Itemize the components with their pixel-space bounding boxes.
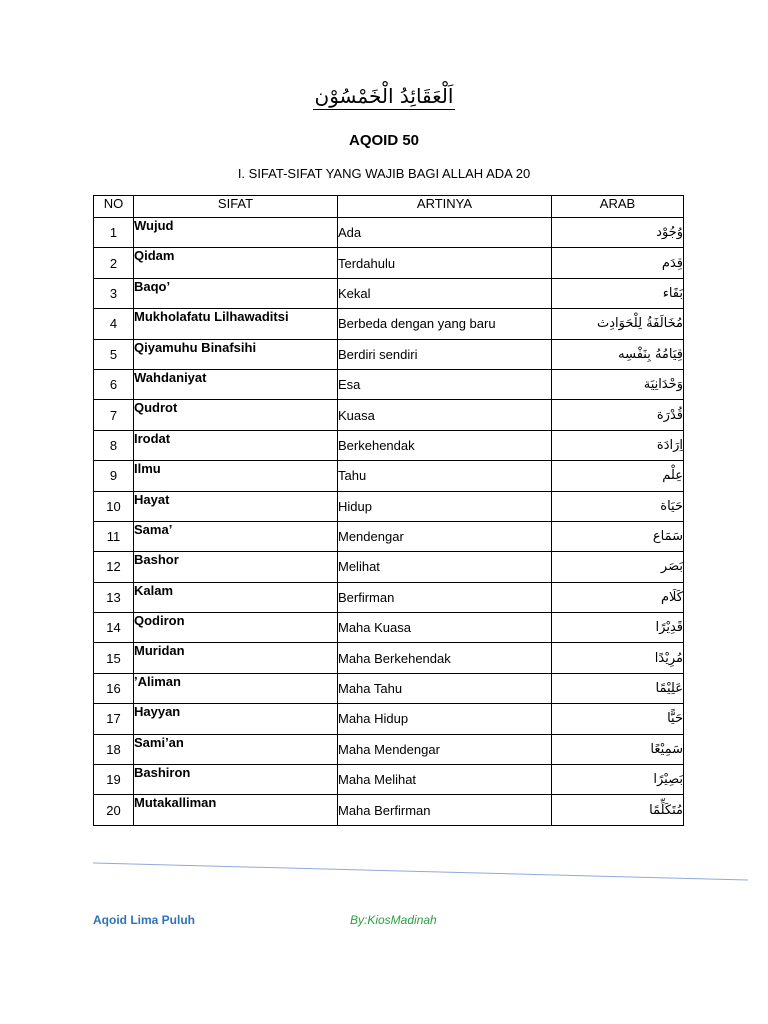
sifat-arabic: عِلْم <box>552 461 684 491</box>
header-sifat: SIFAT <box>134 196 338 218</box>
sifat-arabic: قَدِيْرًا <box>552 613 684 643</box>
sifat-meaning: Terdahulu <box>338 248 552 278</box>
table-row <box>94 765 684 795</box>
table-row <box>94 400 684 430</box>
table-row <box>94 309 684 339</box>
sifat-meaning: Esa <box>338 369 552 399</box>
row-number: 6 <box>94 369 134 399</box>
sifat-name: Mukholafatu Lilhawaditsi <box>134 309 338 339</box>
sifat-meaning: Melihat <box>338 552 552 582</box>
sifat-arabic: بَصَر <box>552 552 684 582</box>
footer-doc-title: Aqoid Lima Puluh <box>93 913 195 927</box>
sifat-arabic: مُرِيْدًا <box>552 643 684 673</box>
table-row <box>94 795 684 825</box>
table-row <box>94 613 684 643</box>
sifat-name: ’Aliman <box>134 673 338 703</box>
footer-author: By:KiosMadinah <box>350 913 437 927</box>
sifat-name: Bashiron <box>134 765 338 795</box>
footer-divider <box>93 862 748 882</box>
table-row <box>94 248 684 278</box>
sifat-arabic: مُخَالَفَةُ لِلْحَوَادِث <box>552 309 684 339</box>
sifat-meaning: Maha Melihat <box>338 765 552 795</box>
row-number: 2 <box>94 248 134 278</box>
row-number: 3 <box>94 278 134 308</box>
table-row <box>94 673 684 703</box>
table-row <box>94 430 684 460</box>
sifat-name: Muridan <box>134 643 338 673</box>
header-arab: ARAB <box>552 196 684 218</box>
table-row <box>94 491 684 521</box>
row-number: 16 <box>94 673 134 703</box>
sifat-meaning: Kekal <box>338 278 552 308</box>
sifat-name: Qodiron <box>134 613 338 643</box>
table-row <box>94 521 684 551</box>
sifat-meaning: Maha Berkehendak <box>338 643 552 673</box>
sifat-meaning: Kuasa <box>338 400 552 430</box>
sifat-arabic: حَيًّا <box>552 704 684 734</box>
table-row <box>94 278 684 308</box>
row-number: 20 <box>94 795 134 825</box>
row-number: 4 <box>94 309 134 339</box>
table-row <box>94 552 684 582</box>
sifat-meaning: Maha Tahu <box>338 673 552 703</box>
sifat-name: Bashor <box>134 552 338 582</box>
row-number: 10 <box>94 491 134 521</box>
sifat-arabic: بَصِيْرًا <box>552 765 684 795</box>
arabic-title <box>0 84 768 108</box>
arabic-title-text: اَلْعَقَائِدُ الْخَمْسُوْن <box>314 84 454 108</box>
sifat-arabic: قِدَم <box>552 248 684 278</box>
row-number: 17 <box>94 704 134 734</box>
sifat-arabic: وُجُوْد <box>552 218 684 248</box>
sifat-meaning: Tahu <box>338 461 552 491</box>
sifat-arabic: بَقَاء <box>552 278 684 308</box>
sifat-arabic: سَمَاع <box>552 521 684 551</box>
row-number: 19 <box>94 765 134 795</box>
section-subtitle: I. SIFAT-SIFAT YANG WAJIB BAGI ALLAH ADA 20 <box>237 166 531 181</box>
sifat-meaning: Berkehendak <box>338 430 552 460</box>
sifat-meaning: Ada <box>338 218 552 248</box>
sifat-meaning: Maha Berfirman <box>338 795 552 825</box>
sifat-arabic: عَلِيْمًا <box>552 673 684 703</box>
table-row <box>94 339 684 369</box>
sifat-arabic: اِرَادَة <box>552 430 684 460</box>
sifat-meaning: Berdiri sendiri <box>338 339 552 369</box>
sifat-meaning: Maha Mendengar <box>338 734 552 764</box>
row-number: 14 <box>94 613 134 643</box>
sifat-arabic: حَيَاة <box>552 491 684 521</box>
sifat-name: Ilmu <box>134 461 338 491</box>
row-number: 18 <box>94 734 134 764</box>
header-no: NO <box>94 196 134 218</box>
table-row <box>94 643 684 673</box>
sifat-arabic: قِيَامُهُ بِنَفْسِه <box>552 339 684 369</box>
sifat-arabic: وَحْدَانِيَة <box>552 369 684 399</box>
sifat-meaning: Berbeda dengan yang baru <box>338 309 552 339</box>
row-number: 15 <box>94 643 134 673</box>
sifat-name: Baqo’ <box>134 278 338 308</box>
table-row <box>94 218 684 248</box>
sifat-arabic: قُدْرَة <box>552 400 684 430</box>
sifat-arabic: سَمِيْعًا <box>552 734 684 764</box>
sifat-meaning: Berfirman <box>338 582 552 612</box>
sifat-name: Hayyan <box>134 704 338 734</box>
sifat-name: Wahdaniyat <box>134 369 338 399</box>
sifat-meaning: Mendengar <box>338 521 552 551</box>
sifat-meaning: Maha Kuasa <box>338 613 552 643</box>
table-row <box>94 582 684 612</box>
row-number: 1 <box>94 218 134 248</box>
sifat-name: Qiyamuhu Binafsihi <box>134 339 338 369</box>
sifat-name: Sami’an <box>134 734 338 764</box>
sifat-name: Irodat <box>134 430 338 460</box>
table-header-row <box>94 196 684 218</box>
sifat-name: Kalam <box>134 582 338 612</box>
table-row <box>94 734 684 764</box>
table-row <box>94 461 684 491</box>
row-number: 11 <box>94 521 134 551</box>
row-number: 5 <box>94 339 134 369</box>
sifat-table <box>93 195 684 826</box>
row-number: 13 <box>94 582 134 612</box>
row-number: 8 <box>94 430 134 460</box>
sifat-meaning: Maha Hidup <box>338 704 552 734</box>
sifat-name: Sama’ <box>134 521 338 551</box>
sifat-meaning: Hidup <box>338 491 552 521</box>
table-body <box>94 218 684 826</box>
sifat-name: Hayat <box>134 491 338 521</box>
page-title: AQOID 50 <box>348 132 420 149</box>
sifat-arabic: كَلَام <box>552 582 684 612</box>
sifat-name: Mutakalliman <box>134 795 338 825</box>
sifat-name: Wujud <box>134 218 338 248</box>
sifat-arabic: مُتَكَلِّمًا <box>552 795 684 825</box>
sifat-name: Qidam <box>134 248 338 278</box>
table-row <box>94 369 684 399</box>
row-number: 9 <box>94 461 134 491</box>
header-artinya: ARTINYA <box>338 196 552 218</box>
row-number: 7 <box>94 400 134 430</box>
row-number: 12 <box>94 552 134 582</box>
sifat-name: Qudrot <box>134 400 338 430</box>
table-row <box>94 704 684 734</box>
